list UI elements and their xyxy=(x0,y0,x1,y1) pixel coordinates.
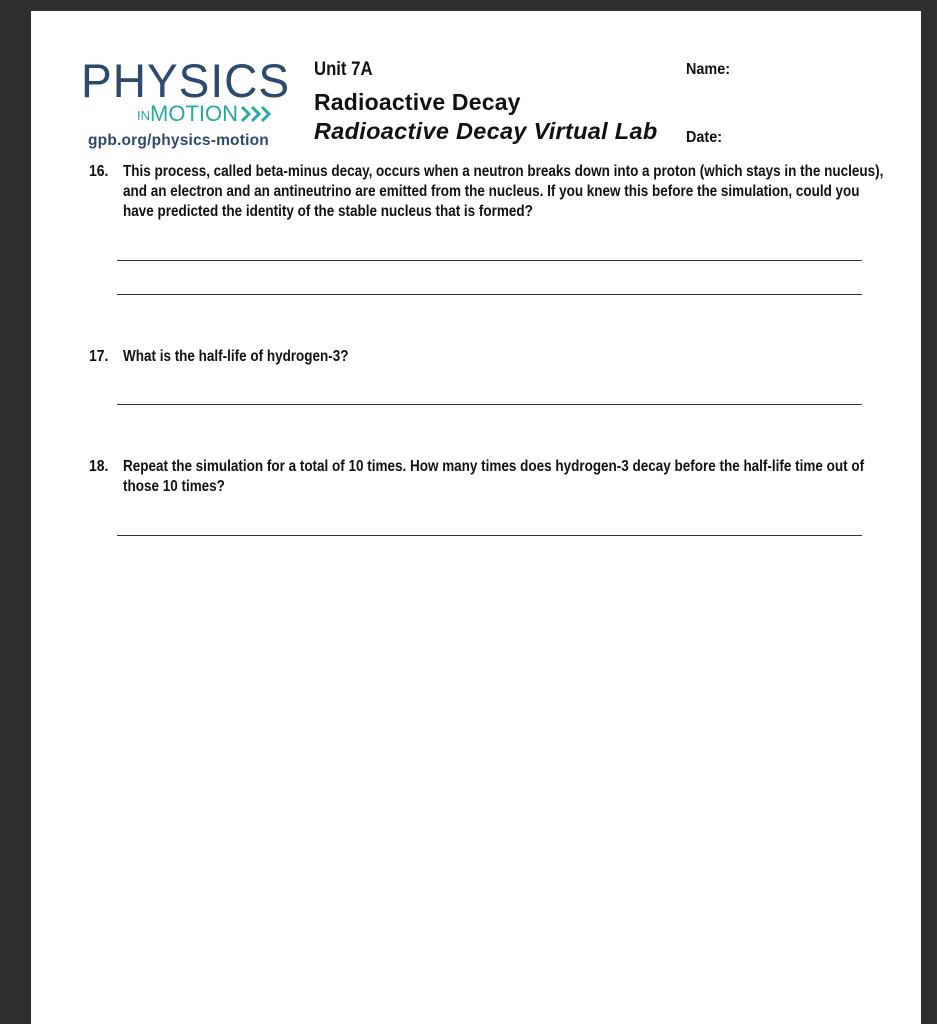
lab-title: Radioactive Decay Virtual Lab xyxy=(314,118,658,144)
answer-line[interactable] xyxy=(117,404,862,405)
date-label: Date: xyxy=(686,129,723,146)
question-text: Repeat the simulation for a total of 10 times. How many times does hydrogen-3 decay before the half-life time out of those 10 times? xyxy=(123,458,865,495)
answer-line[interactable] xyxy=(117,535,862,536)
logo-physics-text: PHYSICS xyxy=(81,54,291,107)
question-18 xyxy=(89,457,869,497)
question-text: This process, called beta-minus decay, occurs when a neutron breaks down into a proton (which stays in the nucleus), and an electron and an antineutrino are emitted from the nucleus. If you knew this before the simulation, could you have predicted the identity of the stable nucleus that is formed? xyxy=(123,163,884,220)
question-17 xyxy=(89,347,869,367)
question-number: 18. xyxy=(89,458,109,475)
question-number: 17. xyxy=(89,348,109,365)
unit-label: Unit 7A xyxy=(314,59,373,80)
name-label: Name: xyxy=(686,61,731,78)
answer-line[interactable] xyxy=(117,294,862,295)
answer-line[interactable] xyxy=(117,260,862,261)
subject-title: Radioactive Decay xyxy=(314,89,521,115)
logo-url: gpb.org/physics-motion xyxy=(88,132,269,149)
worksheet-page xyxy=(31,11,921,1024)
physics-in-motion-logo xyxy=(81,54,301,157)
question-16 xyxy=(89,162,884,222)
logo-inmotion xyxy=(137,102,280,126)
question-number: 16. xyxy=(89,163,109,180)
chevron-arrows-icon xyxy=(240,104,280,124)
logo-in-text: IN xyxy=(137,107,150,123)
logo-motion-text: MOTION xyxy=(150,101,238,126)
question-text: What is the half-life of hydrogen-3? xyxy=(123,348,349,365)
